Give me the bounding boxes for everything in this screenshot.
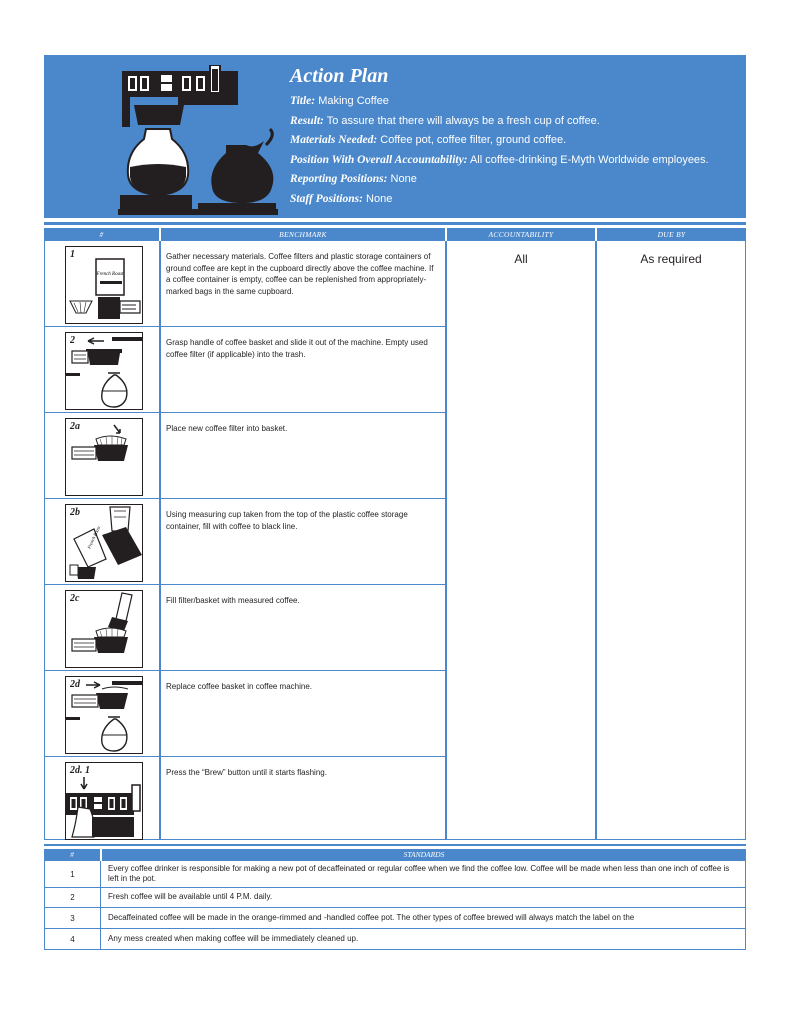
step-number: 2 [70,335,75,346]
standard-text: Decaffeinated coffee will be made in the orange-rimmed and -handled coffee pot. The other types of coffee brewed will always match the label on the [108,912,635,922]
materials-row [290,131,742,151]
step-number: 2a [70,421,80,432]
container-label: French Roast [96,272,124,277]
col-header-due: DUE BY [597,228,746,241]
divider [595,241,597,839]
staff-value: None [366,192,393,205]
standards-header-label: STANDARDS [102,849,746,861]
step-number: 2b [70,507,80,518]
accountability-value-cell: All [514,252,528,266]
col-header-accountability: ACCOUNTABILITY [447,228,595,241]
standard-text: Every coffee drinker is responsible for making a new pot of decaffeinated or regular coffee when we find the coffee low. Coffee will be made when less than one inch of coffee is left in the pot. [108,863,730,883]
result-label: Result: [290,114,324,127]
standard-text: Any mess created when making coffee will be immediately cleaned up. [108,933,359,943]
benchmark-row [45,585,446,671]
header-band [44,55,746,218]
accountability-label: Position With Overall Accountability: [290,153,468,166]
step-number: 2c [70,593,80,604]
standard-number: 1 [45,861,101,887]
reporting-label: Reporting Positions: [290,173,388,185]
benchmark-text: Replace coffee basket in coffee machine. [166,682,313,691]
standard-number: 2 [45,888,101,907]
benchmark-text: Grasp handle of coffee basket and slide it out of the machine. Empty used coffee filter (if applicable) into the trash. [166,338,428,359]
accountability-row [290,151,742,171]
header-text [290,65,742,209]
standard-row [44,888,746,908]
press-brew-illustration [65,762,143,840]
benchmark-text: Press the “Brew” button until it starts flashing. [166,768,327,777]
accountability-value: All coffee-drinking E-Myth Worldwide employees. [469,153,709,166]
coffee-machine-illustration [118,65,280,215]
materials-label: Materials Needed: [290,134,378,146]
benchmark-text: Place new coffee filter into basket. [166,424,288,433]
benchmark-table [44,241,746,840]
action-plan-sheet [44,55,746,950]
standard-number: 3 [45,908,101,928]
standards-divider [44,844,746,846]
title-label: Title: [290,95,316,107]
replace-basket-illustration [65,676,143,754]
page-title: Action Plan [290,65,389,87]
materials-value: Coffee pot, coffee filter, ground coffee. [380,134,567,146]
benchmark-row [45,241,446,327]
benchmark-text: Using measuring cup taken from the top of the plastic coffee storage container, fill with coffee to black line. [166,510,408,531]
result-value: To assure that there will always be a fresh cup of coffee. [326,114,600,127]
benchmark-row [45,413,446,499]
due-by-value-cell: As required [640,252,702,266]
result-row [290,112,742,132]
col-header-num: # [44,228,159,241]
standard-row [44,908,746,929]
reporting-value: None [390,173,417,185]
measure-coffee-illustration [65,504,143,582]
standards-header-num: # [44,849,100,861]
benchmark-row [45,757,446,843]
benchmark-row [45,327,446,413]
remove-basket-illustration [65,332,143,410]
col-header-benchmark: BENCHMARK [161,228,445,241]
header-divider [44,222,746,225]
container-label: French Roast [86,525,102,550]
title-row [290,92,742,112]
staff-row [290,190,742,210]
title-value: Making Coffee [318,95,389,107]
standard-text: Fresh coffee will be available until 4 P.M. daily. [108,892,273,902]
gather-materials-illustration [65,246,143,324]
staff-label: Staff Positions: [290,192,363,205]
benchmark-text: Fill filter/basket with measured coffee. [166,596,300,605]
step-number: 2d [70,679,80,690]
standard-row [44,929,746,950]
standard-number: 4 [45,929,101,949]
reporting-row [290,170,742,190]
benchmark-row [45,499,446,585]
standard-row [44,861,746,888]
benchmark-text: Gather necessary materials. Coffee filters and plastic storage containers of ground coffee are kept in the cupboard directly above the coffee machine. If a coffee container is empty, coffee can be replenished from appropriately-marked bags in the same cupboard. [166,252,434,297]
place-filter-illustration [65,418,143,496]
benchmark-row [45,671,446,757]
step-number: 1 [70,249,75,260]
step-number: 2d. 1 [70,765,90,776]
fill-basket-illustration [65,590,143,668]
